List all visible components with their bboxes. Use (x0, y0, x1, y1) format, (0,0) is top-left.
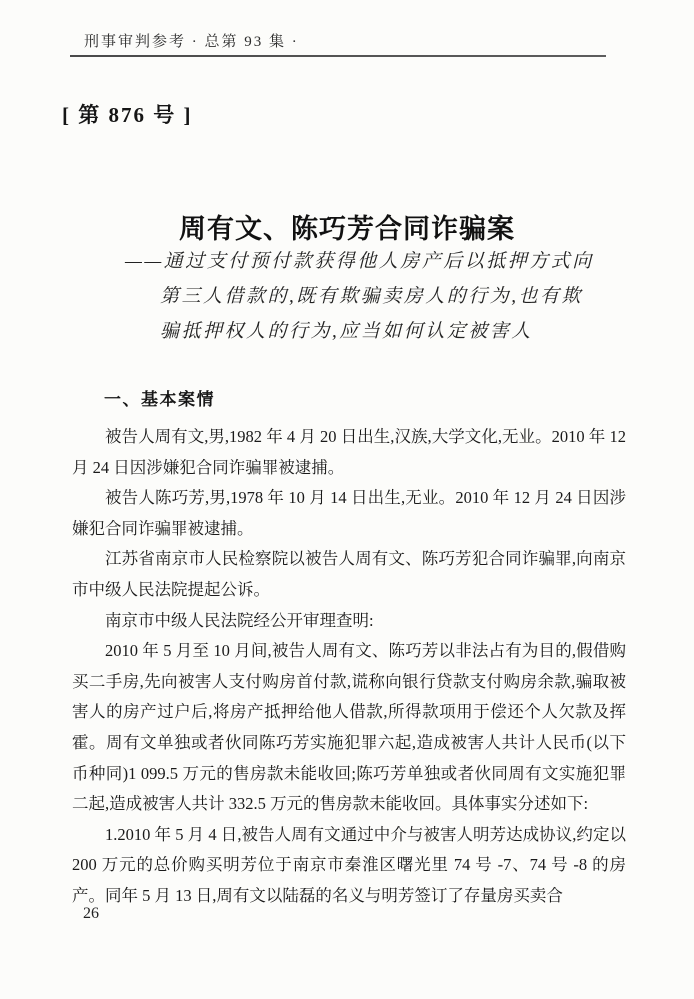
subtitle-line-1: ——通过支付预付款获得他人房产后以抵押方式向 (125, 251, 594, 272)
body-paragraph-facts-summary: 2010 年 5 月至 10 月间,被告人周有文、陈巧芳以非法占有为目的,假借购买二手房,先向被害人支付购房首付款,谎称向银行贷款支付购房余款,骗取被害人的房产过户后,将房产抵押给他人借款,所得款项用于偿还个人欠款及挥霍。周有文单独或者伙同陈巧芳实施犯罪六起,造成被害人共计人民币(以下币种同)1 099.5 万元的售房款未能收回;陈巧芳单独或者伙同周有文实施犯罪二起,造成被害人共计 332.5 万元的售房款未能收回。具体事实分述如下: (72, 641, 626, 814)
page-number: 26 (83, 905, 99, 922)
journal-header: 刑事审判参考 · 总第 93 集 · (84, 34, 299, 50)
case-subtitle (125, 244, 605, 349)
case-number: [ 第 876 号 ] (62, 103, 193, 127)
subtitle-line-3: 骗抵押权人的行为,应当如何认定被害人 (160, 321, 533, 342)
body-paragraph-prosecution: 江苏省南京市人民检察院以被告人周有文、陈巧芳犯合同诈骗罪,向南京市中级人民法院提起公诉。 (72, 549, 626, 599)
body-paragraph-court-trial: 南京市中级人民法院经公开审理查明: (105, 610, 374, 630)
body-text (72, 422, 626, 912)
section-heading-basic-facts: 一、基本案情 (104, 390, 215, 409)
body-paragraph-fact-1: 1.2010 年 5 月 4 日,被告人周有文通过中介与被害人明芳达成协议,约定以 200 万元的总价购买明芳位于南京市秦淮区曙光里 74 号 -7、74 号 -8 的房产。同年 5 月 13 日,周有文以陆磊的名义与明芳签订了存量房买卖合 (72, 824, 626, 905)
header-rule (70, 55, 606, 57)
body-paragraph-defendant-chen: 被告人陈巧芳,男,1978 年 10 月 14 日出生,无业。2010 年 12 月 24 日因涉嫌犯合同诈骗罪被逮捕。 (72, 488, 626, 538)
case-title: 周有文、陈巧芳合同诈骗案 (179, 214, 515, 245)
body-paragraph-defendant-zhou: 被告人周有文,男,1982 年 4 月 20 日出生,汉族,大学文化,无业。2010 年 12 月 24 日因涉嫌犯合同诈骗罪被逮捕。 (72, 427, 626, 477)
subtitle-line-2: 第三人借款的,既有欺骗卖房人的行为,也有欺 (160, 286, 584, 307)
